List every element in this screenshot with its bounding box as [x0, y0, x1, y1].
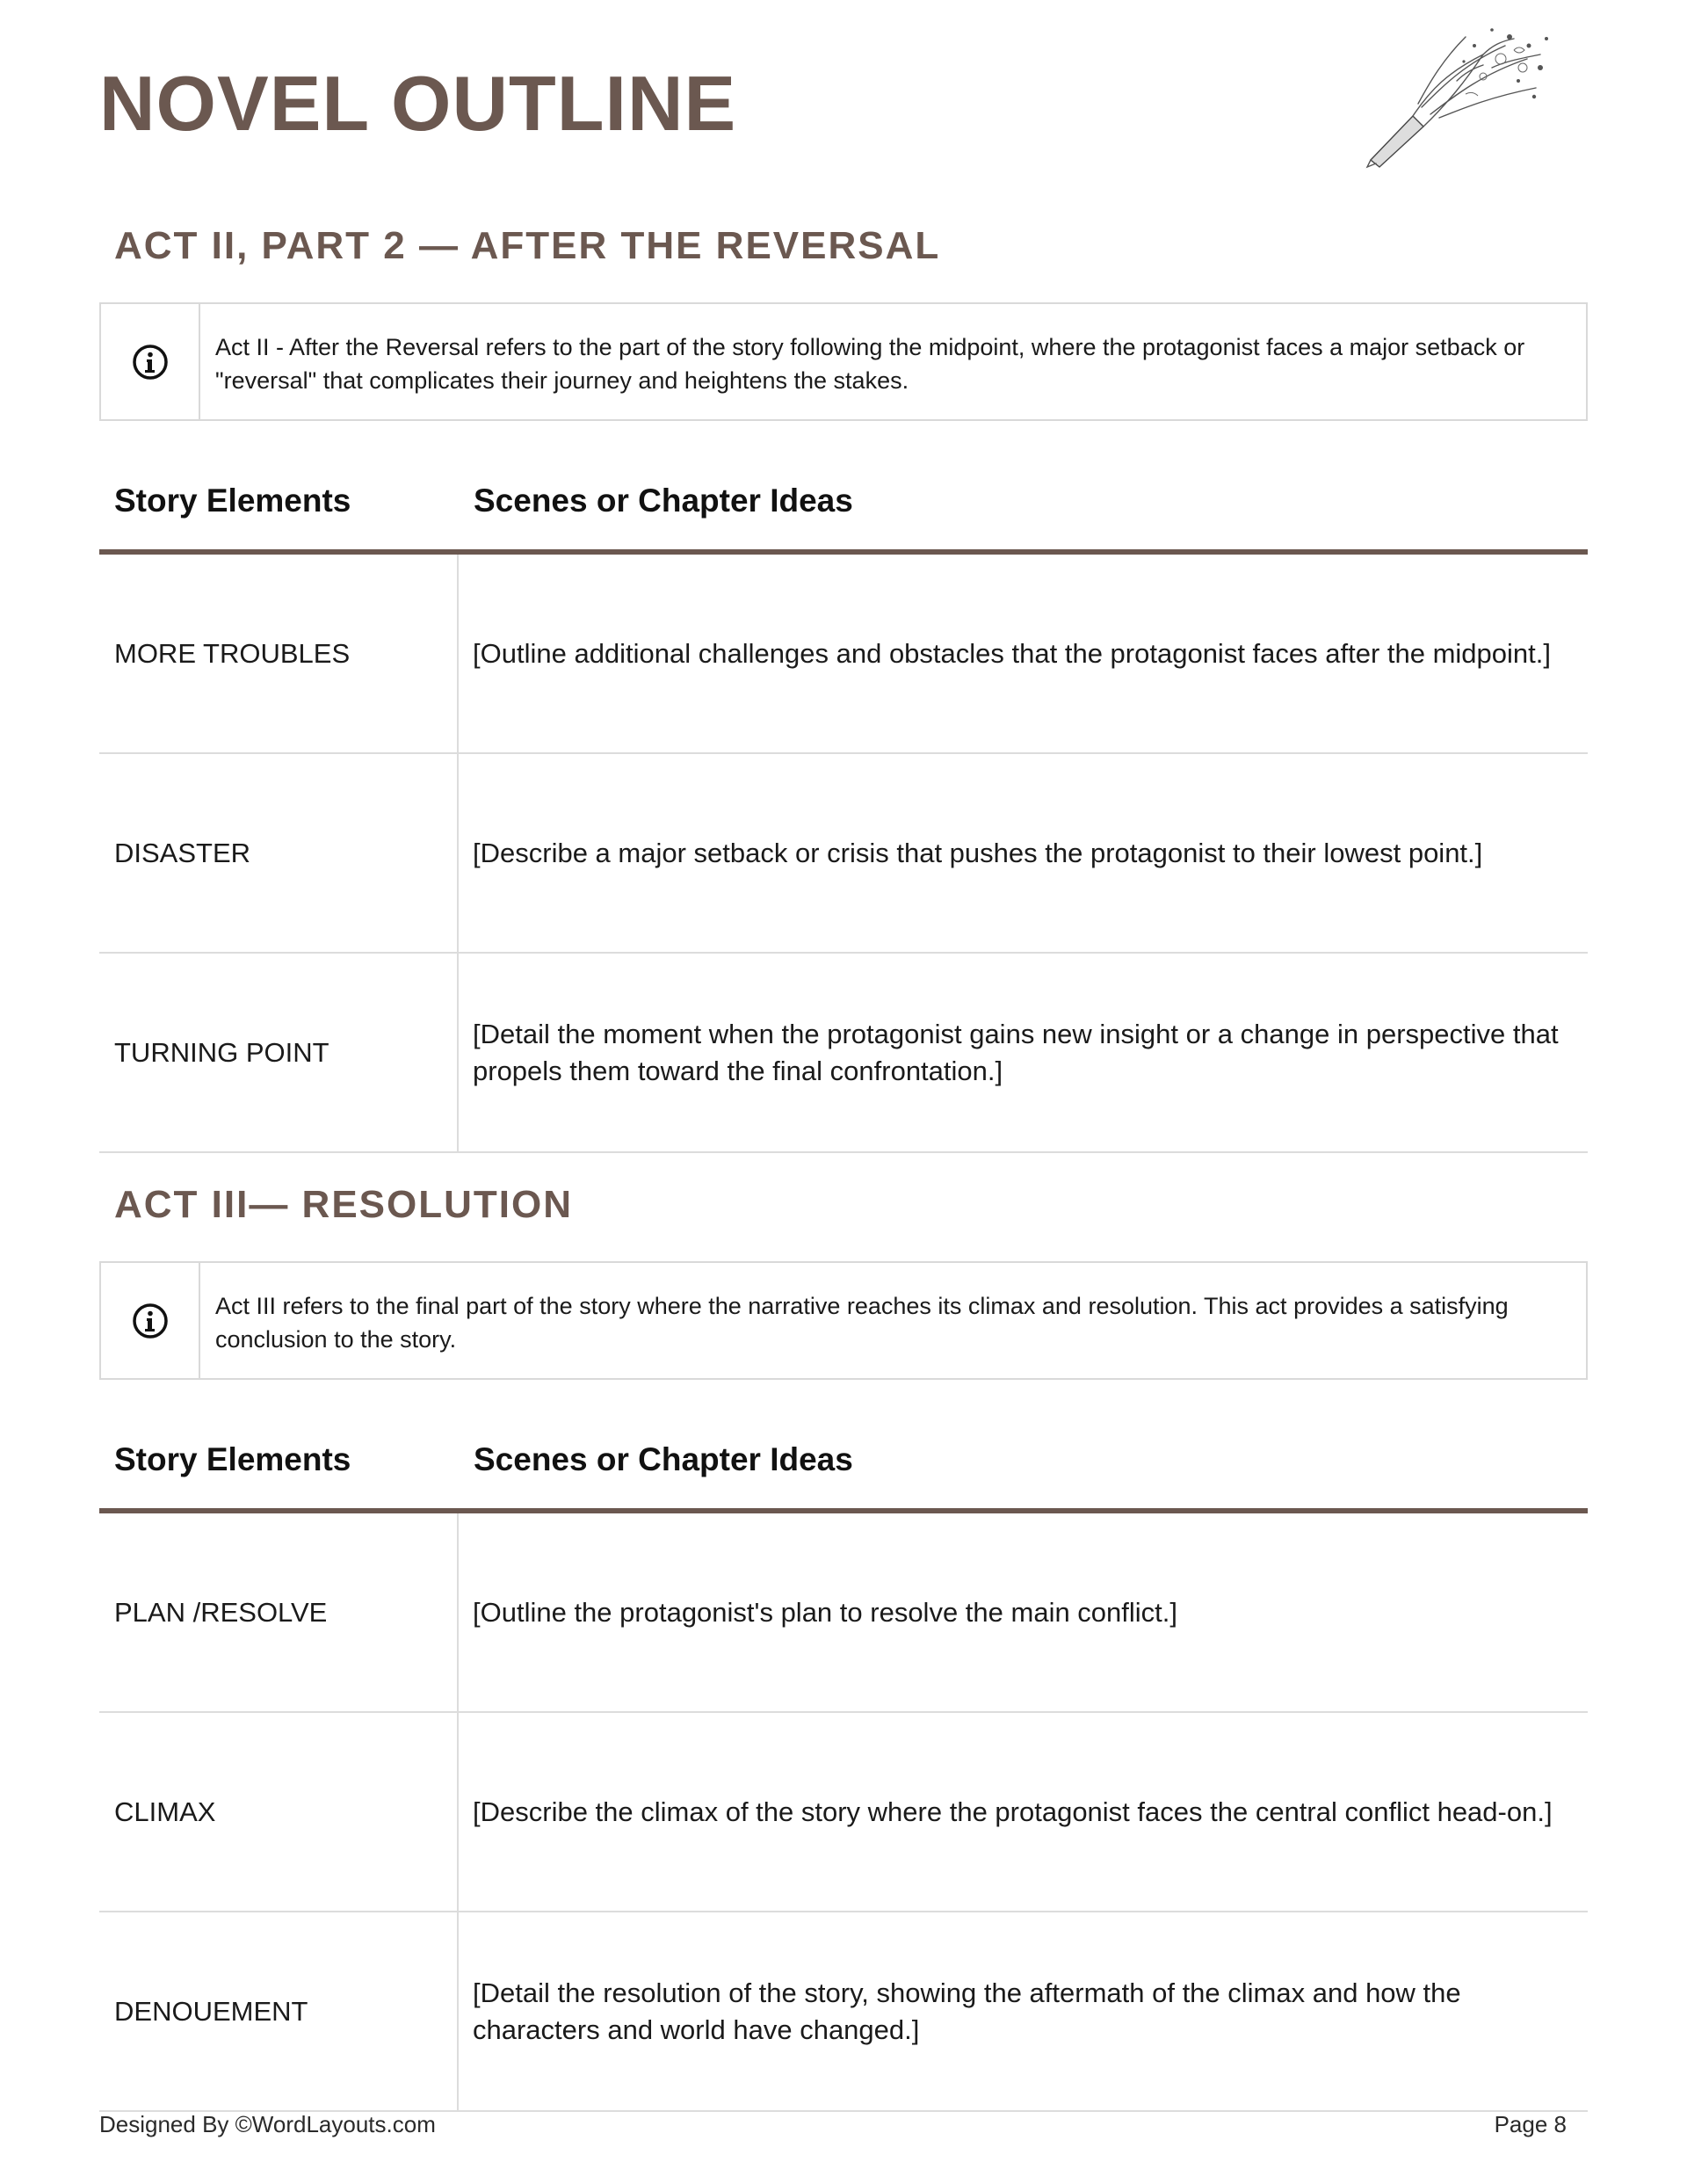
table-header	[99, 481, 1588, 555]
section-heading: ACT III— RESOLUTION	[114, 1183, 573, 1226]
footer-credit: Designed By ©WordLayouts.com	[99, 2111, 436, 2137]
info-text: Act II - After the Reversal refers to the part of the story following the midpoint, where the protagonist faces a major setback or "reversal" that complicates their journey and heightens the stakes.	[215, 334, 1525, 394]
quill-pen-logo-icon	[1360, 19, 1562, 169]
section-act-ii-part-2	[99, 224, 1588, 1153]
table-header	[99, 1440, 1588, 1513]
story-element-cell: MORE TROUBLES	[99, 555, 459, 752]
page-title: NOVEL OUTLINE	[99, 60, 737, 147]
section-heading: ACT II, PART 2 — AFTER THE REVERSAL	[114, 224, 941, 267]
section-act-iii	[99, 1183, 1588, 2112]
column-header-scenes: Scenes or Chapter Ideas	[474, 1441, 853, 1477]
table-row	[99, 1513, 1588, 1713]
scene-idea-cell[interactable]: [Outline the protagonist's plan to resolve the main conflict.]	[473, 1596, 1178, 1628]
table-row	[99, 754, 1588, 954]
story-element-cell: DISASTER	[99, 754, 459, 952]
story-element-cell: DENOUEMENT	[99, 1912, 459, 2110]
table-row	[99, 1713, 1588, 1912]
scene-idea-cell[interactable]: [Describe a major setback or crisis that pushes the protagonist to their lowest point.]	[473, 837, 1483, 868]
page-number: Page 8	[1494, 2111, 1567, 2137]
column-header-scenes: Scenes or Chapter Ideas	[474, 483, 853, 519]
info-box	[99, 302, 1588, 421]
story-element-cell: PLAN /RESOLVE	[99, 1513, 459, 1711]
column-header-story-elements: Story Elements	[114, 483, 351, 519]
page-footer	[99, 2111, 1567, 2138]
info-circle-icon	[132, 344, 169, 381]
scene-idea-cell[interactable]: [Describe the climax of the story where the protagonist faces the central conflict head-on.]	[473, 1796, 1553, 1827]
scene-idea-cell[interactable]: [Outline additional challenges and obstacles that the protagonist faces after the midpoint.]	[473, 637, 1551, 669]
info-text: Act III refers to the final part of the story where the narrative reaches its climax and resolution. This act provides a satisfying conclusion to the story.	[215, 1293, 1509, 1353]
table-row	[99, 954, 1588, 1153]
column-header-story-elements: Story Elements	[114, 1441, 351, 1477]
info-icon-cell	[101, 1263, 200, 1378]
story-element-cell: TURNING POINT	[99, 954, 459, 1151]
info-icon-cell	[101, 304, 200, 419]
info-circle-icon	[132, 1302, 169, 1339]
info-box	[99, 1261, 1588, 1380]
table-row	[99, 1912, 1588, 2112]
table-row	[99, 555, 1588, 754]
story-element-cell: CLIMAX	[99, 1713, 459, 1911]
scene-idea-cell[interactable]: [Detail the moment when the protagonist gains new insight or a change in perspective that propels them toward the final confrontation.]	[473, 1018, 1559, 1086]
scene-idea-cell[interactable]: [Detail the resolution of the story, showing the aftermath of the climax and how the characters and world have changed.]	[473, 1977, 1461, 2045]
